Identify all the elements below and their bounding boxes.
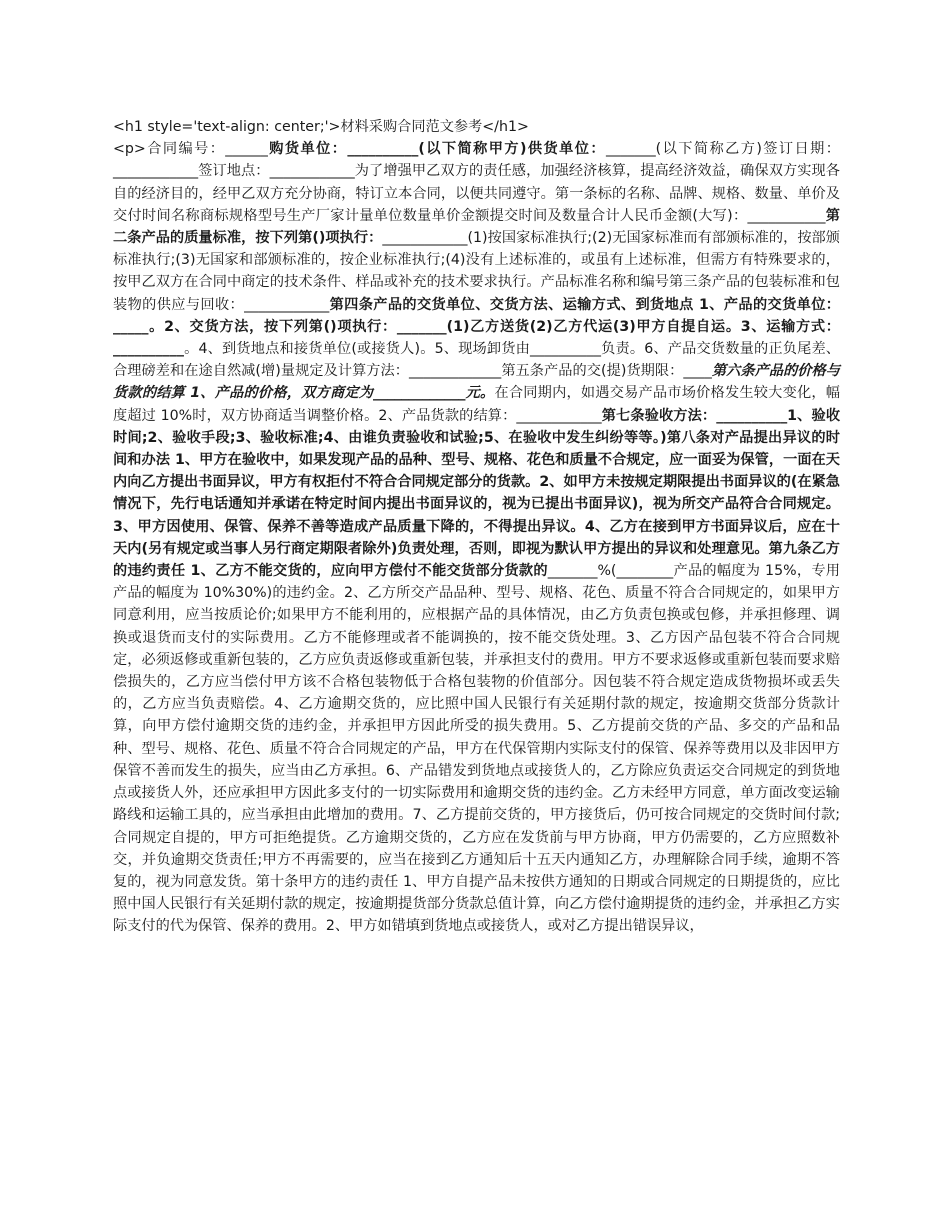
text-segment: 第二条产品的质量标准，按下列第()项执行： [113,207,840,247]
text-segment: 购货单位：__________(以下简称甲方)供货单位： [267,141,606,158]
contract-body [113,138,840,937]
contract-document [113,116,840,938]
text-segment: <p>合同编号：______ [113,141,268,158]
text-segment: 。4、到货地点和接货单位(或接货人)。5、现场卸货由__________负责。6、产品交货数量的正负尾差、合理磅差和在途自然减(增)量规定及计算方法：_____________第五条产品的交(提)货期限：____ [113,341,840,380]
text-segment: 第七条验收方法：__________1、验收时间;2、验收手段;3、验收标准;4、由谁负责验收和试验;5、在验收中发生纠纷等等。)第八条对产品提出异议的时间和办法 1、甲方在验收中，如果发现产品的品种、型号、规格、花色和质量不合规定，应一面妥为保管，一面在天内向乙方提出书面异议，甲方有权拒付不符合合同规定部分的货款。2、如甲方未按规定期限提出书面异议的(在紧急情况下，先行电话通知并承诺在特定时间内提出书面异议的，视为已提出书面异议)，视为所交产品符合合同规定。3、甲方因使用、保管、保养不善等造成产品质量下降的，不得提出异议。4、乙方在接到甲方书面异议后，应在十天内(另有规定或当事人另行商定期限者除外)负责处理，否则，即视为默认甲方提出的异议和处理意见。第九条乙方的违约责任 1、乙方不能交货的，应向甲方偿付不能交货部分货款的 [113,407,841,580]
text-segment: _______%(________产品的幅度为 15%，专用产品的幅度为 10%30%)的违约金。2、乙方所交产品品种、型号、规格、花色、质量不符合合同规定的，如果甲方同意利用，应当按质论价;如果甲方不能利用的，应根据产品的具体情况，由乙方负责包换或包修，并承担修理、调换或退货而支付的实际费用。乙方不能修理或者不能调换的，按不能交货处理。3、乙方因产品包装不符合合同规定，必须返修或重新包装的，乙方应负责返修或重新包装，并承担支付的费用。甲方不要求返修或重新包装而要求赔偿损失的，乙方应当偿付甲方该不合格包装物低于合格包装物的价值部分。因包装不符合规定造成货物损坏或丢失的，乙方应当负责赔偿。4、乙方逾期交货的，应比照中国人民银行有关延期付款的规定，按逾期交货部分货款计算，向甲方偿付逾期交货的违约金，并承担甲方因此所受的损失费用。5、乙方提前交货的产品、多交的产品和品种、型号、规格、花色、质量不符合合同规定的产品，甲方在代保管期内实际支付的保管、保养等费用以及非因甲方保管不善而发生的损失，应当由乙方承担。6、产品错发到货地点或接货人的，乙方除应负责运交合同规定的到货地点或接货人外，还应承担甲方因此多支付的一切实际费用和逾期交货的违约金。乙方未经甲方同意，单方面改变运输路线和运输工具的，应当承担由此增加的费用。7、乙方提前交货的，甲方接货后，仍可按合同规定的交货时间付款;合同规定自提的，甲方可拒绝提货。乙方逾期交货的，乙方应在发货前与甲方协商，甲方仍需要的，乙方应照数补交，并负逾期交货责任;甲方不再需要的，应当在接到乙方通知后十五天内通知乙方，办理解除合同手续，逾期不答复的，视为同意发货。第十条甲方的违约责任 1、甲方自提产品未按供方通知的日期或合同规定的日期提货的，应比照中国人民银行有关延期付款的规定，按逾期提货部分货款总值计算，向乙方偿付逾期提货的违约金，并承担乙方实际支付的代为保管、保养的费用。2、甲方如错填到货地点或接货人，或对乙方提出错误异议， [113,563,840,935]
text-segment: 第四条产品的交货单位、交货方法、运输方式、到货地点 1、产品的交货单位：_____。2、交货方法，按下列第()项执行：_______(1)乙方送货(2)乙方代运(3)甲方自提自运。3、运输方式：__________ [113,296,840,358]
text-segment: ____________(1)按国家标准执行;(2)无国家标准而有部颁标准的，按部颁标准执行;(3)无国家和部颁标准的，按企业标准执行;(4)没有上述标准的，或虽有上述标准，但需方有特殊要求的，按甲乙双方在合同中商定的技术条件、样品或补充的技术要求执行。产品标准名称和编号第三条产品的包装标准和包装物的供应与回收：____________ [113,230,840,313]
header-line: <h1 style='text-align: center;'>材料采购合同范文参考</h1> [113,119,529,135]
text-segment: 在合同期内，如遇交易产品市场价格发生较大变化，幅度超过 10%时，双方协商适当调整价格。2、产品货款的结算：____________ [113,385,840,424]
text-segment: 第六条产品的价格与货款的结算 1、产品的价格，双方商定为_____________元。 [113,363,840,402]
text-segment: _______(以下简称乙方)签订日期：____________签订地点：____________为了增强甲乙双方的责任感，加强经济核算，提高经济效益，确保双方实现各自的经济目的，经甲乙双方充分协商，特订立本合同，以便共同遵守。第一条标的名称、品牌、规格、数量、单价及交付时间名称商标规格型号生产厂家计量单位数量单价金额提交时间及数量合计人民币金额(大写)：___________ [113,141,840,224]
